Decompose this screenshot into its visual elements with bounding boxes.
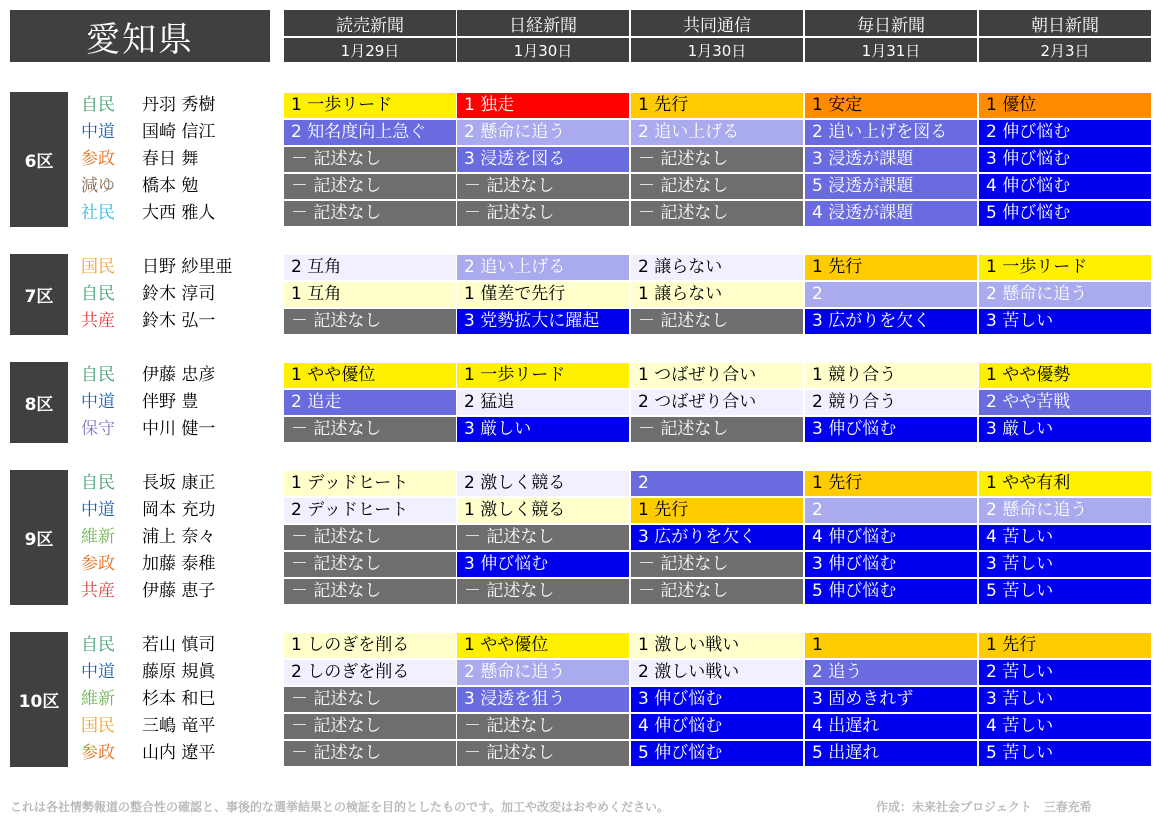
column-header-date: 1月30日 [631,38,803,62]
party-label: 自民 [81,635,115,655]
forecast-cell: 2 しのぎを削る [284,660,456,685]
forecast-cell: － 記述なし [457,741,629,766]
candidate-name: 中川 健一 [142,419,216,439]
forecast-cell: － 記述なし [284,525,456,550]
forecast-cell: 3 厳しい [457,417,629,442]
column-header-name: 朝日新聞 [979,10,1151,36]
forecast-cell: 2 苦しい [979,660,1151,685]
forecast-cell: － 記述なし [284,741,456,766]
forecast-cell: － 記述なし [631,147,803,172]
forecast-cell: 3 苦しい [979,309,1151,334]
forecast-cell: 5 苦しい [979,741,1151,766]
forecast-cell: 5 伸び悩む [805,579,977,604]
forecast-cell: 1 譲らない [631,282,803,307]
forecast-cell: 2 つばぜり合い [631,390,803,415]
candidate-name: 加藤 泰稚 [142,554,216,574]
forecast-cell: 3 党勢拡大に躍起 [457,309,629,334]
forecast-cell: － 記述なし [631,417,803,442]
forecast-cell: 1 先行 [631,93,803,118]
column-header-date: 1月29日 [284,38,456,62]
forecast-cell: 1 先行 [979,633,1151,658]
party-label: 共産 [81,311,115,331]
forecast-cell: 1 やや優位 [457,633,629,658]
candidate-name: 鈴木 淳司 [142,284,216,304]
party-label: 中道 [81,662,115,682]
district-label: 9区 [10,470,68,605]
forecast-cell: 1 やや有利 [979,471,1151,496]
forecast-cell: 4 出遅れ [805,714,977,739]
forecast-cell: － 記述なし [284,417,456,442]
forecast-cell: 4 浸透が課題 [805,201,977,226]
forecast-cell: 3 広がりを欠く [631,525,803,550]
candidate-name: 日野 紗里亜 [142,257,233,277]
party-label: 国民 [81,716,115,736]
party-label: 国民 [81,257,115,277]
forecast-cell: 3 厳しい [979,417,1151,442]
column-header-name: 共同通信 [631,10,803,36]
forecast-cell: 5 出遅れ [805,741,977,766]
candidate-name: 伊藤 恵子 [142,581,216,601]
forecast-cell: 1 つばぜり合い [631,363,803,388]
forecast-cell: 2 譲らない [631,255,803,280]
party-label: 自民 [81,284,115,304]
district-label: 7区 [10,254,68,335]
forecast-cell: 4 伸び悩む [631,714,803,739]
party-label: 中道 [81,392,115,412]
candidate-name: 若山 慎司 [142,635,216,655]
forecast-cell: 3 苦しい [979,687,1151,712]
party-label: 中道 [81,500,115,520]
forecast-cell: － 記述なし [284,147,456,172]
forecast-cell: 1 互角 [284,282,456,307]
candidate-name: 丹羽 秀樹 [142,95,216,115]
forecast-cell: 2 懸命に追う [457,120,629,145]
forecast-cell: 1 独走 [457,93,629,118]
forecast-cell: 2 懸命に追う [979,282,1151,307]
candidate-name: 橋本 勉 [142,176,199,196]
forecast-cell: － 記述なし [284,201,456,226]
forecast-cell: 2 [805,282,977,307]
party-label: 参政 [81,554,115,574]
candidate-name: 三嶋 竜平 [142,716,216,736]
forecast-cell: 2 [631,471,803,496]
forecast-cell: 1 一歩リード [284,93,456,118]
forecast-cell: － 記述なし [457,714,629,739]
forecast-cell: － 記述なし [631,201,803,226]
column-header-name: 毎日新聞 [805,10,977,36]
forecast-cell: － 記述なし [284,552,456,577]
party-label: 保守 [81,419,115,439]
forecast-cell: 3 浸透が課題 [805,147,977,172]
forecast-cell: 2 伸び悩む [979,120,1151,145]
candidate-name: 岡本 充功 [142,500,216,520]
forecast-cell: 3 伸び悩む [805,417,977,442]
forecast-cell: 3 固めきれず [805,687,977,712]
district-label: 6区 [10,92,68,227]
candidate-name: 国崎 信江 [142,122,216,142]
forecast-cell: 5 伸び悩む [979,201,1151,226]
party-label: 参政 [81,149,115,169]
forecast-cell: 1 優位 [979,93,1151,118]
forecast-cell: 2 激しく競る [457,471,629,496]
footer-note: これは各社情勢報道の整合性の確認と、事後的な選挙結果との検証を目的としたものです。加工や改変はおやめください。 [10,800,670,814]
district-label: 10区 [10,632,68,767]
forecast-cell: 3 伸び悩む [805,552,977,577]
district-label: 8区 [10,362,68,443]
column-header-date: 2月3日 [979,38,1151,62]
forecast-cell: 2 懸命に追う [457,660,629,685]
forecast-cell: 1 やや優勢 [979,363,1151,388]
column-header-name: 日経新聞 [457,10,629,36]
forecast-cell: 4 苦しい [979,525,1151,550]
column-header-date: 1月30日 [457,38,629,62]
forecast-cell: 1 激しい戦い [631,633,803,658]
forecast-cell: 2 激しい戦い [631,660,803,685]
forecast-cell: 2 [805,498,977,523]
forecast-cell: 2 やや苦戦 [979,390,1151,415]
candidate-name: 藤原 規眞 [142,662,216,682]
party-label: 維新 [81,527,115,547]
party-label: 自民 [81,365,115,385]
forecast-cell: － 記述なし [457,174,629,199]
forecast-cell: 2 競り合う [805,390,977,415]
forecast-cell: － 記述なし [284,309,456,334]
forecast-cell: 3 苦しい [979,552,1151,577]
forecast-cell: 3 浸透を狙う [457,687,629,712]
forecast-cell: － 記述なし [457,201,629,226]
candidate-name: 伊藤 忠彦 [142,365,216,385]
forecast-cell: 1 安定 [805,93,977,118]
party-label: 自民 [81,473,115,493]
forecast-cell: 1 激しく競る [457,498,629,523]
forecast-cell: 5 伸び悩む [631,741,803,766]
forecast-cell: 3 浸透を図る [457,147,629,172]
candidate-name: 伴野 豊 [142,392,199,412]
forecast-cell: － 記述なし [284,714,456,739]
forecast-cell: 3 伸び悩む [457,552,629,577]
forecast-cell: 3 広がりを欠く [805,309,977,334]
forecast-cell: 1 一歩リード [457,363,629,388]
party-label: 中道 [81,122,115,142]
party-label: 減ゆ [81,176,115,196]
forecast-cell: 2 デッドヒート [284,498,456,523]
forecast-cell: 1 先行 [631,498,803,523]
candidate-name: 春日 舞 [142,149,199,169]
forecast-cell: － 記述なし [457,525,629,550]
candidate-name: 鈴木 弘一 [142,311,216,331]
forecast-cell: 1 しのぎを削る [284,633,456,658]
forecast-cell: 1 先行 [805,471,977,496]
forecast-cell: 1 先行 [805,255,977,280]
party-label: 参政 [81,743,115,763]
forecast-cell: － 記述なし [631,174,803,199]
forecast-cell: － 記述なし [284,687,456,712]
forecast-cell: 2 追う [805,660,977,685]
column-header-date: 1月31日 [805,38,977,62]
forecast-cell: 5 浸透が課題 [805,174,977,199]
forecast-cell: 2 追い上げる [457,255,629,280]
candidate-name: 浦上 奈々 [142,527,216,547]
party-label: 自民 [81,95,115,115]
forecast-cell: 5 苦しい [979,579,1151,604]
forecast-cell: 1 デッドヒート [284,471,456,496]
forecast-cell: 2 猛追 [457,390,629,415]
party-label: 維新 [81,689,115,709]
candidate-name: 山内 遼平 [142,743,216,763]
forecast-cell: － 記述なし [631,552,803,577]
forecast-cell: 2 互角 [284,255,456,280]
forecast-cell: － 記述なし [284,579,456,604]
forecast-cell: 3 伸び悩む [979,147,1151,172]
candidate-name: 大西 雅人 [142,203,216,223]
forecast-cell: 4 伸び悩む [979,174,1151,199]
column-header-name: 読売新聞 [284,10,456,36]
party-label: 共産 [81,581,115,601]
forecast-cell: 3 伸び悩む [631,687,803,712]
forecast-cell: 1 競り合う [805,363,977,388]
forecast-cell: 1 やや優位 [284,363,456,388]
forecast-cell: － 記述なし [631,309,803,334]
forecast-cell: 2 追い上げる [631,120,803,145]
page-title: 愛知県 [10,10,270,62]
forecast-cell: 4 伸び悩む [805,525,977,550]
forecast-cell: 1 [805,633,977,658]
forecast-cell: 2 懸命に追う [979,498,1151,523]
forecast-cell: － 記述なし [284,174,456,199]
candidate-name: 杉本 和巳 [142,689,216,709]
candidate-name: 長坂 康正 [142,473,216,493]
forecast-cell: 2 知名度向上急ぐ [284,120,456,145]
forecast-cell: 1 僅差で先行 [457,282,629,307]
party-label: 社民 [81,203,115,223]
forecast-cell: － 記述なし [457,579,629,604]
forecast-cell: 2 追い上げを図る [805,120,977,145]
forecast-cell: 2 追走 [284,390,456,415]
footer-credit: 作成：未来社会プロジェクト 三春充希 [876,800,1092,814]
forecast-cell: 4 苦しい [979,714,1151,739]
forecast-cell: － 記述なし [631,579,803,604]
forecast-cell: 1 一歩リード [979,255,1151,280]
